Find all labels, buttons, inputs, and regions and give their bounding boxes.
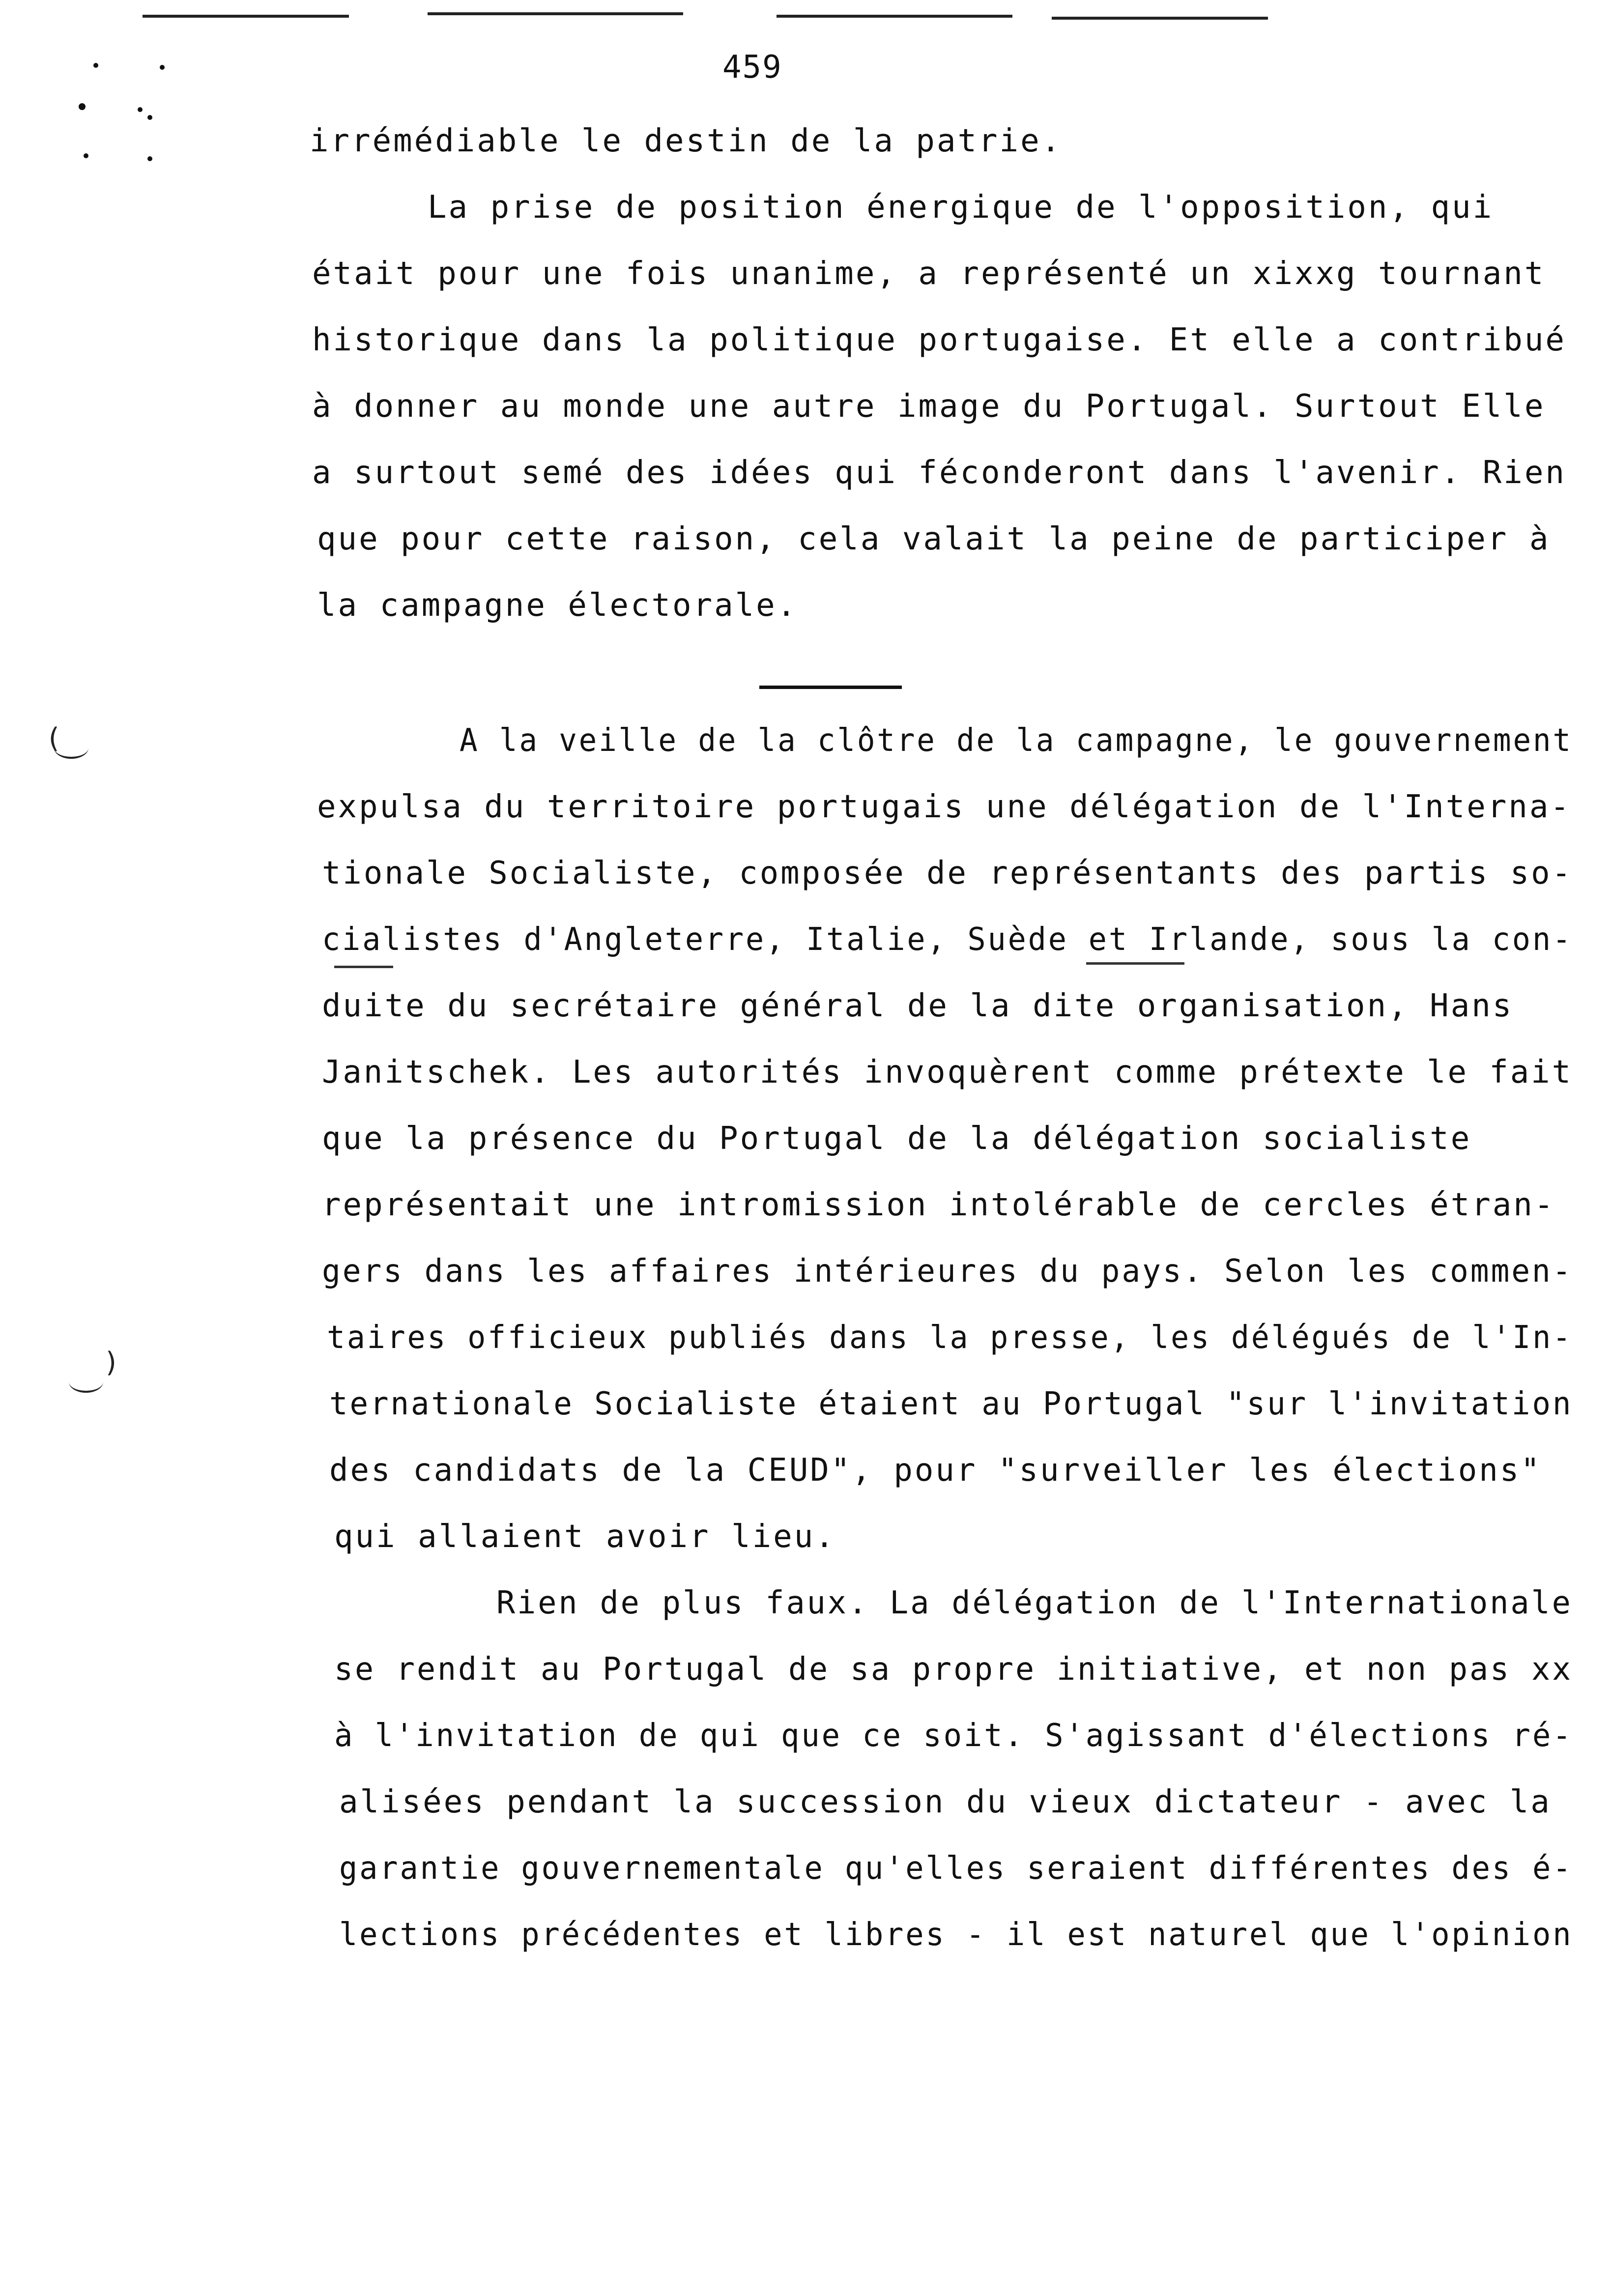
text-line: se rendit au Portugal de sa propre initiative, et non pas xx bbox=[334, 1651, 1573, 1688]
margin-dot bbox=[84, 153, 88, 158]
text-line: duite du secrétaire général de la dite organisation, Hans bbox=[322, 988, 1514, 1024]
text-line: ternationale Socialiste étaient au Portugal "sur l'invitation bbox=[329, 1386, 1573, 1422]
text-line: que pour cette raison, cela valait la peine de participer à bbox=[317, 521, 1551, 557]
text-line: Janitschek. Les autorités invoquèrent comme prétexte le fait bbox=[322, 1054, 1573, 1091]
top-rule bbox=[428, 12, 683, 15]
margin-dot bbox=[147, 115, 152, 120]
page-number: 459 bbox=[722, 49, 782, 86]
margin-tick-mark: ( bbox=[45, 722, 62, 754]
top-rule bbox=[1052, 17, 1268, 20]
margin-dot bbox=[93, 63, 98, 68]
section-divider bbox=[759, 686, 902, 689]
margin-dot bbox=[138, 107, 143, 112]
text-line: qui allaient avoir lieu. bbox=[334, 1519, 836, 1555]
handwritten-underline bbox=[334, 966, 393, 968]
text-line: cialistes d'Angleterre, Italie, Suède et Irlande, sous la con- bbox=[322, 921, 1573, 958]
text-line: expulsa du territoire portugais une délégation de l'Interna- bbox=[317, 789, 1571, 825]
margin-dot bbox=[160, 65, 165, 70]
margin-tick-mark: ) bbox=[103, 1347, 120, 1378]
text-line: que la présence du Portugal de la délégation socialiste bbox=[322, 1120, 1472, 1157]
text-line: à l'invitation de qui que ce soit. S'agissant d'élections ré- bbox=[334, 1718, 1573, 1754]
text-line: La prise de position énergique de l'opposition, qui bbox=[428, 189, 1494, 226]
text-line: tionale Socialiste, composée de représentants des partis so- bbox=[322, 855, 1573, 891]
text-line: garantie gouvernementale qu'elles seraient différentes des é- bbox=[339, 1850, 1573, 1887]
text-line: gers dans les affaires intérieures du pays. Selon les commen- bbox=[322, 1253, 1573, 1290]
text-line: à donner au monde une autre image du Portugal. Surtout Elle bbox=[312, 388, 1546, 425]
text-line: A la veille de la clôtre de la campagne, le gouvernement bbox=[460, 722, 1573, 759]
text-line: la campagne électorale. bbox=[317, 587, 798, 624]
text-line: alisées pendant la succession du vieux dictateur - avec la bbox=[339, 1784, 1552, 1820]
margin-bracket-mark bbox=[69, 1371, 103, 1393]
text-line: Rien de plus faux. La délégation de l'Internationale bbox=[496, 1585, 1573, 1621]
text-line: lections précédentes et libres - il est naturel que l'opinion bbox=[339, 1917, 1573, 1953]
text-line: des candidats de la CEUD", pour "surveiller les élections" bbox=[329, 1452, 1542, 1489]
text-line: a surtout semé des idées qui féconderont dans l'avenir. Rien bbox=[312, 455, 1566, 491]
top-rule bbox=[777, 15, 1012, 18]
top-rule bbox=[143, 15, 349, 18]
margin-dot bbox=[79, 103, 86, 110]
margin-dot bbox=[147, 156, 152, 161]
text-line: taires officieux publiés dans la presse, les délégués de l'In- bbox=[327, 1320, 1573, 1356]
text-line: représentait une intromission intolérable de cercles étran- bbox=[322, 1187, 1555, 1223]
text-line: irrémédiable le destin de la patrie. bbox=[310, 123, 1063, 159]
handwritten-underline bbox=[1086, 962, 1184, 965]
text-line: historique dans la politique portugaise. Et elle a contribué bbox=[312, 322, 1566, 358]
text-line: était pour une fois unanime, a représenté un xixxg tournant bbox=[312, 256, 1546, 292]
